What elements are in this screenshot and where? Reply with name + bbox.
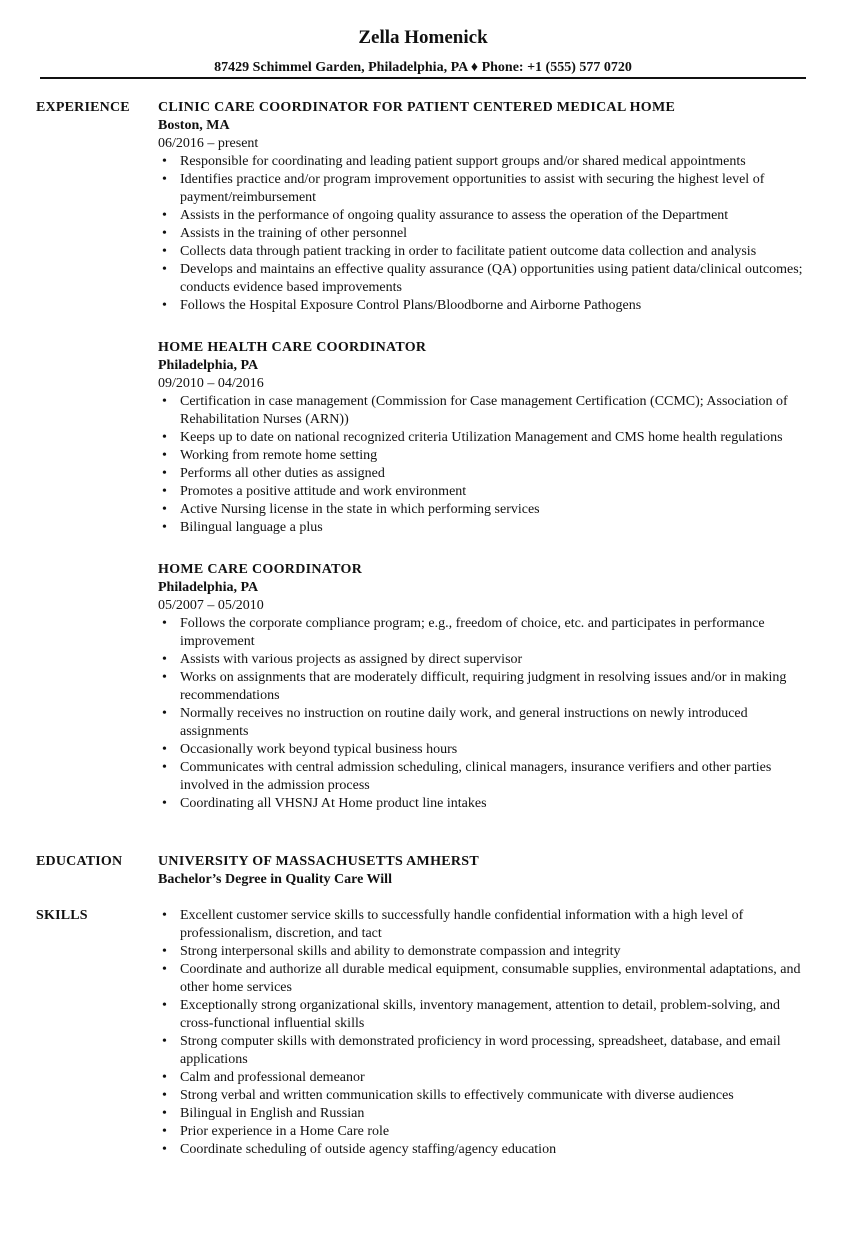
- list-item: • Develops and maintains an effective quality assurance (QA) opportunities using patient data/clinical outcomes; conducts evidence based improvements: [158, 261, 808, 297]
- list-item: • Assists with various projects as assigned by direct supervisor: [158, 651, 808, 669]
- job-duties: [158, 393, 808, 537]
- list-item: • Follows the corporate compliance program; e.g., freedom of choice, etc. and participates in performance improvement: [158, 615, 808, 651]
- job-dates: 05/2007 – 05/2010: [158, 598, 264, 613]
- list-item: • Assists in the training of other personnel: [158, 225, 808, 243]
- list-item: • Follows the Hospital Exposure Control Plans/Bloodborne and Airborne Pathogens: [158, 297, 808, 315]
- job-entry: [158, 561, 808, 813]
- experience-body: [158, 99, 808, 837]
- section-label-skills: SKILLS: [36, 908, 88, 923]
- job-title: HOME HEALTH CARE COORDINATOR: [158, 340, 427, 355]
- list-item: • Coordinating all VHSNJ At Home product line intakes: [158, 795, 808, 813]
- list-item: • Bilingual language a plus: [158, 519, 808, 537]
- job-title: HOME CARE COORDINATOR: [158, 562, 363, 577]
- list-item: • Keeps up to date on national recognized criteria Utilization Management and CMS home health regulations: [158, 429, 808, 447]
- list-item: • Performs all other duties as assigned: [158, 465, 808, 483]
- list-item: • Responsible for coordinating and leading patient support groups and/or shared medical appointments: [158, 153, 808, 171]
- list-item: • Coordinate and authorize all durable medical equipment, consumable supplies, environmental adaptations, and other home services: [158, 961, 808, 997]
- list-item: • Coordinate scheduling of outside agency staffing/agency education: [158, 1141, 808, 1159]
- list-item: • Communicates with central admission scheduling, clinical managers, insurance verifiers and other parties involved in the admission process: [158, 759, 808, 795]
- job-duties: [158, 615, 808, 813]
- list-item: • Active Nursing license in the state in which performing services: [158, 501, 808, 519]
- list-item: • Promotes a positive attitude and work environment: [158, 483, 808, 501]
- job-duties: [158, 153, 808, 315]
- job-dates: 09/2010 – 04/2016: [158, 376, 264, 391]
- contact-line: 87429 Schimmel Garden, Philadelphia, PA ♦ Phone: +1 (555) 577 0720: [214, 60, 632, 75]
- list-item: • Prior experience in a Home Care role: [158, 1123, 808, 1141]
- job-entry: [158, 339, 808, 537]
- list-item: • Identifies practice and/or program improvement opportunities to assist with securing the highest level of payment/reimbursement: [158, 171, 808, 207]
- list-item: • Collects data through patient tracking in order to facilitate patient outcome data collection and analysis: [158, 243, 808, 261]
- list-item: • Bilingual in English and Russian: [158, 1105, 808, 1123]
- list-item: • Assists in the performance of ongoing quality assurance to assess the operation of the Department: [158, 207, 808, 225]
- list-item: • Occasionally work beyond typical business hours: [158, 741, 808, 759]
- list-item: • Exceptionally strong organizational skills, inventory management, attention to detail, problem-solving, and cross-functional influential skills: [158, 997, 808, 1033]
- job-location: Philadelphia, PA: [158, 580, 259, 595]
- list-item: • Normally receives no instruction on routine daily work, and general instructions on newly introduced assignments: [158, 705, 808, 741]
- job-entry: [158, 99, 808, 315]
- section-label-experience: EXPERIENCE: [36, 100, 130, 115]
- list-item: • Strong computer skills with demonstrated proficiency in word processing, spreadsheet, database, and email applications: [158, 1033, 808, 1069]
- list-item: • Works on assignments that are moderately difficult, requiring judgment in resolving issues and/or in making recommendations: [158, 669, 808, 705]
- list-item: • Strong verbal and written communication skills to effectively communicate with diverse audiences: [158, 1087, 808, 1105]
- job-location: Boston, MA: [158, 118, 230, 133]
- education-body: [158, 853, 808, 889]
- degree: Bachelor’s Degree in Quality Care Will: [158, 872, 392, 887]
- candidate-name: Zella Homenick: [358, 27, 488, 48]
- list-item: • Calm and professional demeanor: [158, 1069, 808, 1087]
- list-item: • Excellent customer service skills to successfully handle confidential information with a high level of professionalism, discretion, and tact: [158, 907, 808, 943]
- job-location: Philadelphia, PA: [158, 358, 259, 373]
- job-title: CLINIC CARE COORDINATOR FOR PATIENT CENTERED MEDICAL HOME: [158, 100, 676, 115]
- list-item: • Working from remote home setting: [158, 447, 808, 465]
- section-label-education: EDUCATION: [36, 854, 123, 869]
- header-divider: [40, 77, 806, 79]
- skills-body: [158, 907, 808, 1159]
- school-name: UNIVERSITY OF MASSACHUSETTS AMHERST: [158, 854, 480, 869]
- skills-list: [158, 907, 808, 1159]
- list-item: • Strong interpersonal skills and ability to demonstrate compassion and integrity: [158, 943, 808, 961]
- job-dates: 06/2016 – present: [158, 136, 259, 151]
- list-item: • Certification in case management (Commission for Case management Certification (CCMC); Association of Rehabilitation Nurses (ARN)): [158, 393, 808, 429]
